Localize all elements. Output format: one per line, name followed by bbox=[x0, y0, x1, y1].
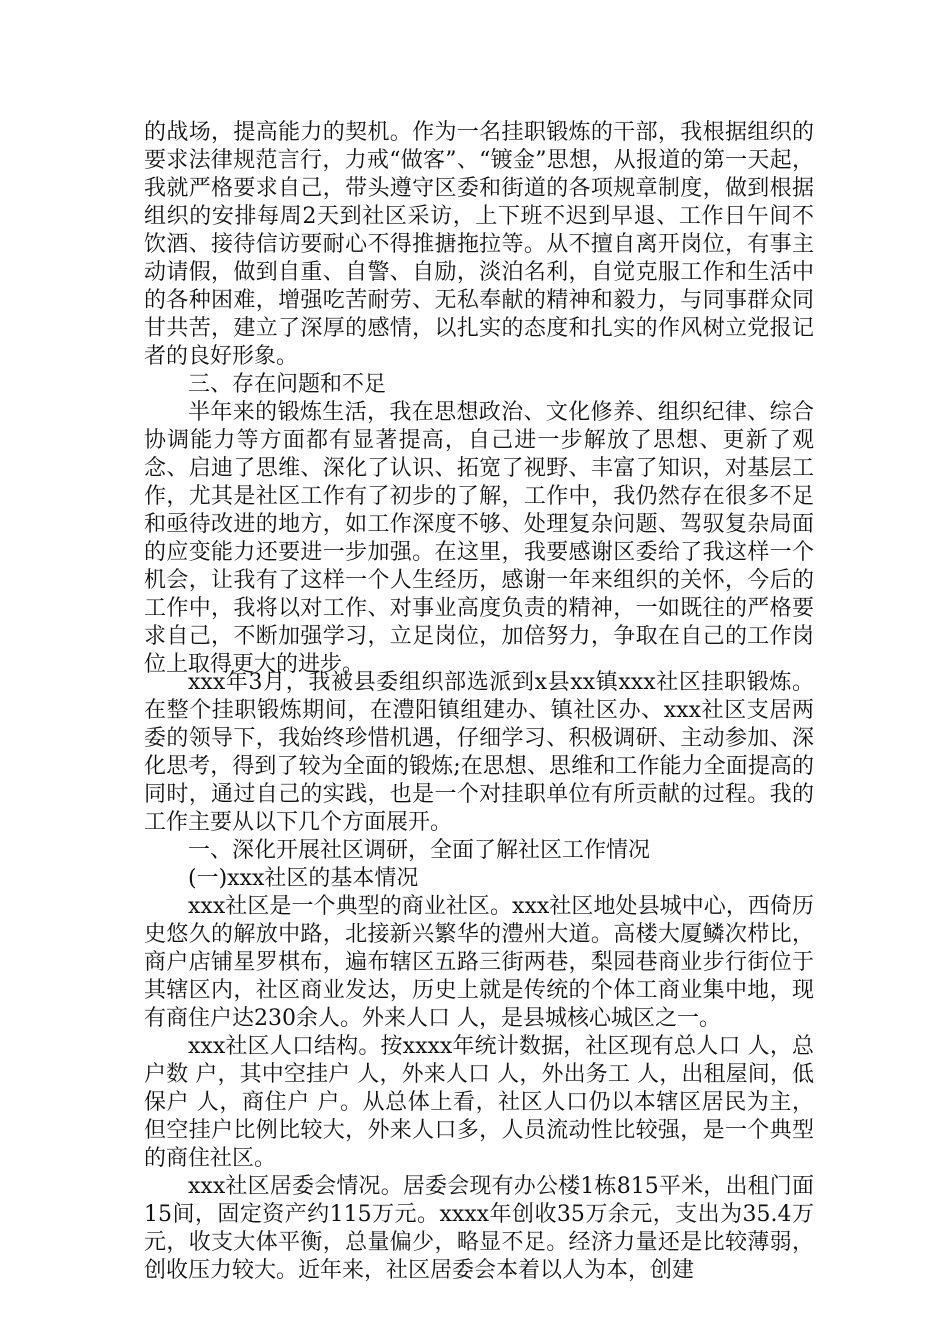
section-heading: 一、深化开展社区调研，全面了解社区工作情况 bbox=[188, 838, 651, 863]
paragraph: xxx社区居委会情况。居委会现有办公楼1栋815平米，出租门面15间，固定资产约115万元。xxxx年创收35万余元，支出为35.4万元，收支大体平衡，总量偏少，略显不足。经济力量还是比较薄弱，创收压力较大。近年来，社区居委会本着以人为本，创建 bbox=[144, 1174, 814, 1283]
document-section-2 bbox=[144, 669, 814, 1285]
paragraph: xxx社区是一个典型的商业社区。xxx社区地处县城中心，西倚历史悠久的解放中路，北接新兴繁华的澧州大道。高楼大厦鳞次栉比，商户店铺星罗棋布，遍布辖区五路三街两巷，梨园巷商业步行街位于其辖区内，社区商业发达，历史上就是传统的个体工商业集中地，现有商住户达230余人。外来人口 人，是县城核心城区之一。 bbox=[144, 894, 814, 1031]
paragraph: 的战场，提高能力的契机。作为一名挂职锻炼的干部，我根据组织的要求法律规范言行，力戒“做客”、“镀金”思想，从报道的第一天起，我就严格要求自己，带头遵守区委和街道的各项规章制度，做到根据组织的安排每周2天到社区采访，上下班不迟到早退、工作日午间不饮酒、接待信访要耐心不得推搪拖拉等。从不擅自离开岗位，有事主动请假，做到自重、自警、自励，淡泊名利，自觉克服工作和生活中的各种困难，增强吃苦耐劳、无私奉献的精神和毅力，与同事群众同甘共苦，建立了深厚的感情，以扎实的态度和扎实的作风树立党报记者的良好形象。 bbox=[144, 120, 814, 369]
section-heading: 三、存在问题和不足 bbox=[188, 372, 387, 397]
subsection-heading: (一)xxx社区的基本情况 bbox=[188, 866, 419, 891]
paragraph: xxx年3月，我被县委组织部选派到x县xx镇xxx社区挂职锻炼。在整个挂职锻炼期间，在澧阳镇组建办、镇社区办、xxx社区支居两委的领导下，我始终珍惜机遇，仔细学习、积极调研、主动参加、深化思考，得到了较为全面的锻炼;在思想、思维和工作能力全面提高的同时，通过自己的实践，也是一个对挂职单位有所贡献的过程。我的工作主要从以下几个方面展开。 bbox=[144, 670, 814, 835]
paragraph: xxx社区人口结构。按xxxx年统计数据，社区现有总人口 人，总户数 户，其中空挂户 人，外来人口 人，外出务工 人，出租屋间，低保户 人，商住户 户。从总体上看，社区人口仍以本辖区居民为主，但空挂户比例比较大，外来人口多，人员流动性比较强，是一个典型的商住社区。 bbox=[144, 1034, 814, 1171]
paragraph: 半年来的锻炼生活，我在思想政治、文化修养、组织纪律、综合协调能力等方面都有显著提高，自己进一步解放了思想、更新了观念、启迪了思维、深化了认识、拓宽了视野、丰富了知识，对基层工作，尤其是社区工作有了初步的了解，工作中，我仍然存在很多不足和亟待改进的地方，如工作深度不够、处理复杂问题、驾驭复杂局面的应变能力还要进一步加强。在这里，我要感谢区委给了我这样一个机会，让我有了这样一个人生经历，感谢一年来组织的关怀，今后的工作中，我将以对工作、对事业高度负责的精神，一如既往的严格要求自己，不断加强学习，立足岗位，加倍努力，争取在自己的工作岗位上取得更大的进步。 bbox=[144, 400, 814, 677]
document-section-1 bbox=[144, 119, 814, 679]
